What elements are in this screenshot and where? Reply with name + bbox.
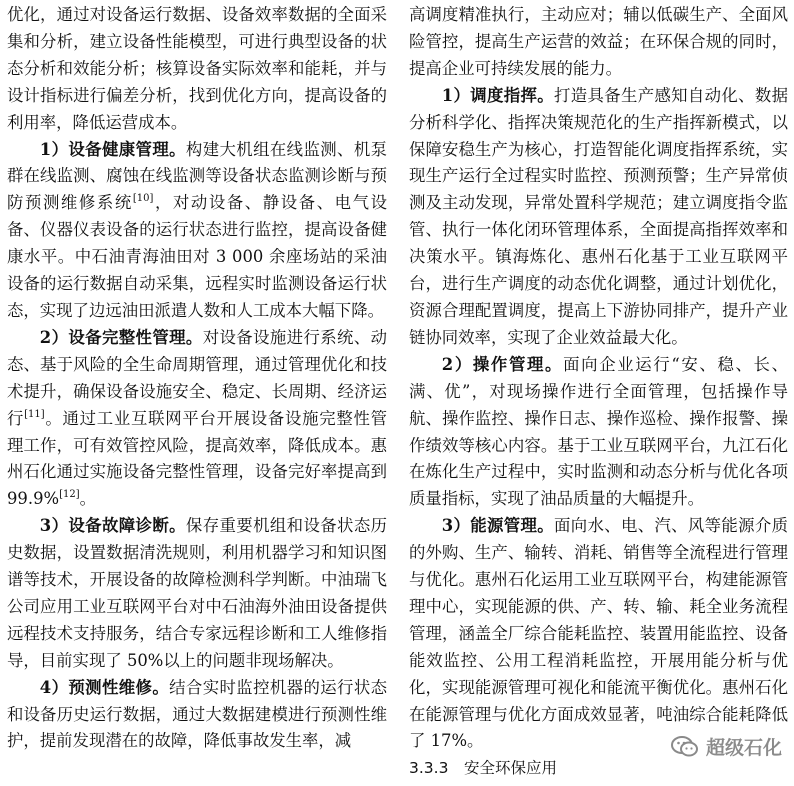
paragraph-text: 优化，通过对设备运行数据、设备效率数据的全面采集和分析，建立设备性能模型，可进行典型设备的状态分析和效能分析；核算设备实际效率和能耗，并与设计指标进行偏差分析，找到优化方向，提高设备的利用率，降低运营成本。 (7, 5, 387, 132)
paragraph-predictive-maintenance (7, 675, 387, 756)
paragraph-text: 。通过工业互联网平台开展设备设施完整性管理工作，可有效管控风险，提高效率，降低成本。惠州石化通过实施设备完整性管理，设备完好率提高到 99.9% (7, 408, 388, 509)
item-lead: 1）调度指挥。 (441, 85, 554, 105)
paragraph-dispatch (409, 83, 788, 352)
item-lead: 1）设备健康管理。 (39, 139, 186, 159)
paragraph-fault-diagnosis (7, 513, 387, 674)
paragraph-text: 。 (79, 489, 96, 509)
citation: [11] (24, 408, 45, 420)
paragraph-text: 对设备设施进行系统、动态、基于风险的全生命周期管理，通过管理优化和技术提升，确保设备设施安全、稳定、长周期、经济运行 (7, 327, 388, 428)
paragraph-text: 结合实时监控机器的运行状态和设备历史运行数据，通过大数据建模进行预测性维护，提前发现潜在的故障，降低事故发生率，减 (7, 677, 388, 751)
paragraph-text: 面向企业运行“安、稳、长、满、优”，对现场操作进行全面管理，包括操作导航、操作监控、操作日志、操作巡检、操作报警、操作绩效等核心内容。基于工业互联网平台，九江石化在炼化生产过程中，实时监测和动态分析与优化各项质量指标，实现了油品质量的大幅提升。 (409, 354, 788, 509)
paragraph-energy (409, 513, 788, 755)
paragraph-integrity (7, 325, 387, 513)
watermark (670, 733, 782, 760)
paragraph-text: 高调度精准执行，主动应对；辅以低碳生产、全面风险管控，提高生产运营的效益；在环保合规的同时，提高企业可持续发展的能力。 (409, 5, 788, 78)
paragraph-operation (409, 352, 788, 513)
paragraph-text: 面向水、电、汽、风等能源介质的外购、生产、输转、消耗、销售等全流程进行管理与优化。惠州石化运用工业互联网平台，构建能源管理中心，实现能源的供、产、转、输、耗全业务流程管理，涵盖全厂综合能耗监控、装置用能监控、设备能效监控、公用工程消耗监控，开展用能分析与优化，实现能源管理可视化和能流平衡优化。惠州石化在能源管理与优化方面成效显著，吨油综合能耗降低了 17%。 (409, 516, 789, 751)
item-lead: 2）设备完整性管理。 (39, 327, 203, 347)
paragraph-equipment-health (7, 137, 387, 325)
citation: [12] (59, 489, 80, 501)
paragraph-text: ，对动设备、静设备、电气设备、仪器仪表设备的运行状态进行监控，提高设备健康水平。中石油青海油田对 3 000 余座场站的采油设备的运行数据自动采集，远程实时监测设备运行状态，实现了边远油田派遣人数和人工成本大幅下降。 (7, 193, 388, 320)
citation: [10] (132, 193, 154, 205)
item-lead: 3）能源管理。 (441, 516, 554, 536)
left-column (7, 2, 387, 755)
wechat-icon (670, 734, 700, 760)
paragraph-text: 保存重要机组和设备状态历史数据，设置数据清洗规则，利用机器学习和知识图谱等技术，开展设备的故障检测科学判断。中油瑞飞公司应用工业互联网平台对中石油海外油田设备提供远程技术支持服务，结合专家远程诊断和工人维修指导，目前实现了 50%以上的问题非现场解决。 (7, 516, 388, 670)
section-heading: 3.3.3 安全环保应用 (409, 759, 557, 778)
item-lead: 4）预测性维修。 (39, 677, 170, 697)
right-column (409, 2, 788, 782)
item-lead: 3）设备故障诊断。 (39, 516, 186, 536)
paragraph-intro-right (409, 2, 788, 83)
item-lead: 2）操作管理。 (441, 354, 564, 374)
paragraph-text: 打造具备生产感知自动化、数据分析科学化、指挥决策规范化的生产指挥新模式，以保障安稳生产为核心，打造智能化调度指挥系统，实现生产运行全过程实时监控、预测预警；生产异常侦测及主动发现，异常处置科学规范；建立调度指令监管、执行一体化闭环管理体系，全面提高指挥效率和决策水平。镇海炼化、惠州石化基于工业互联网平台，进行生产调度的动态优化调整，通过计划优化，资源合理配置调度，提高上下游协同排产，提升产业链协同效率，实现了企业效益最大化。 (409, 85, 789, 347)
watermark-text: 超级石化 (705, 737, 782, 759)
paragraph-intro-left (7, 2, 387, 137)
paragraph-text: 构建大机组在线监测、机泵群在线监测、腐蚀在线监测等设备状态监测诊断与预防预测维修系统 (7, 139, 388, 213)
